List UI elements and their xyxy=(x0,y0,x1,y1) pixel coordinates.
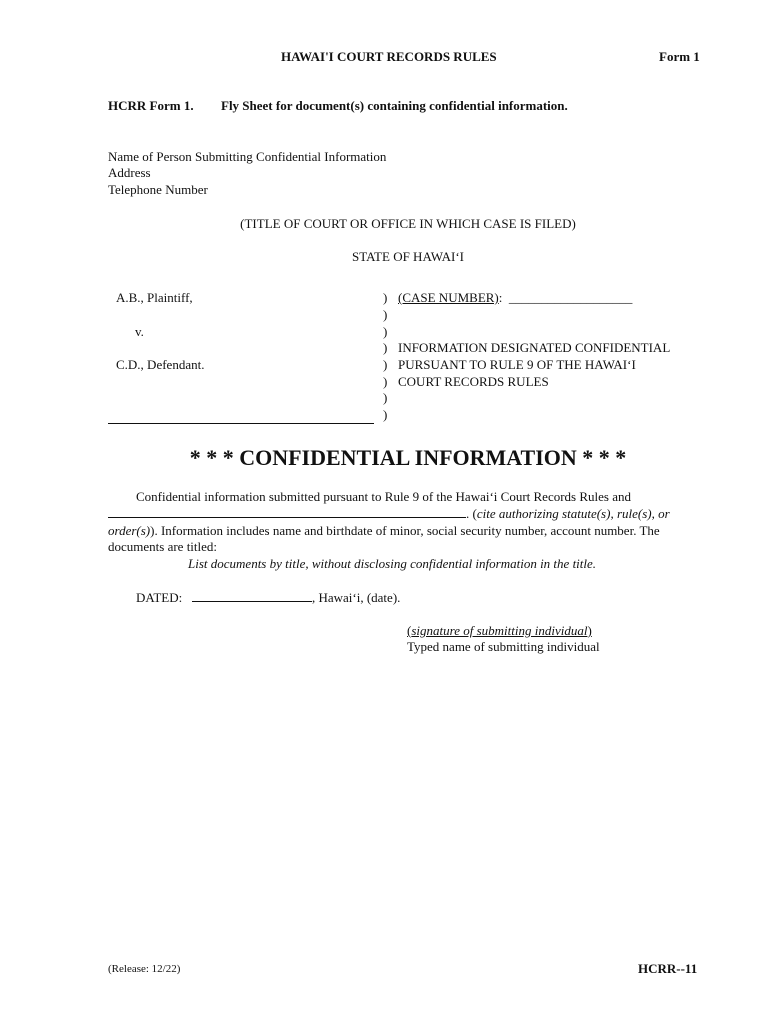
authority-blank-line xyxy=(108,506,466,518)
plaintiff-name: A.B., Plaintiff, xyxy=(116,290,193,305)
caption-paren: ) xyxy=(383,390,388,405)
caption-paren: ) xyxy=(383,374,388,389)
signature-close: ) xyxy=(587,623,592,638)
form-title: Fly Sheet for document(s) containing confidential information. xyxy=(221,98,568,113)
submitter-name: Name of Person Submitting Confidential Information xyxy=(108,149,387,164)
versus-text: v. xyxy=(135,324,144,339)
caption-paren: ) xyxy=(383,407,388,422)
submitter-address: Address xyxy=(108,165,151,180)
designation-line-3: COURT RECORDS RULES xyxy=(398,374,549,389)
signature-line xyxy=(407,623,592,639)
case-number-field xyxy=(398,290,632,306)
dated-label: DATED: xyxy=(136,590,183,605)
court-title: (TITLE OF COURT OR OFFICE IN WHICH CASE IS FILED) xyxy=(240,216,576,231)
rules-title: HAWAI'I COURT RECORDS RULES xyxy=(281,49,497,64)
form-label: Form 1 xyxy=(659,49,700,64)
designation-line-2: PURSUANT TO RULE 9 OF THE HAWAI‘I xyxy=(398,357,636,372)
typed-name: Typed name of submitting individual xyxy=(407,639,600,654)
body-line-1: Confidential information submitted pursuant to Rule 9 of the Hawai‘i Court Records Rules and xyxy=(136,489,631,504)
submitter-telephone: Telephone Number xyxy=(108,182,208,197)
signature-text: signature of submitting individual xyxy=(411,623,588,638)
form-number: HCRR Form 1. xyxy=(108,98,194,113)
body-line-2-italic: cite authorizing statute(s), rule(s), or xyxy=(476,506,670,521)
body-line-2-sep: . ( xyxy=(466,506,477,521)
caption-paren: ) xyxy=(383,357,388,372)
case-number-suffix: : xyxy=(498,290,503,305)
dated-place: , Hawai‘i, (date). xyxy=(311,590,401,605)
body-line-3 xyxy=(108,523,660,539)
date-blank-line xyxy=(192,590,312,602)
caption-paren: ) xyxy=(383,340,388,355)
body-line-2 xyxy=(108,506,670,522)
caption-paren: ) xyxy=(383,290,388,305)
page-id: HCRR--11 xyxy=(638,961,698,976)
court-state: STATE OF HAWAI‘I xyxy=(351,249,465,264)
release-date: (Release: 12/22) xyxy=(108,963,181,975)
case-number-blank: ___________________ xyxy=(508,290,633,305)
dated-line xyxy=(136,590,400,606)
designation-line-1: INFORMATION DESIGNATED CONFIDENTIAL xyxy=(398,340,671,355)
case-number-label: (CASE NUMBER) xyxy=(398,290,499,305)
confidential-banner: * * * CONFIDENTIAL INFORMATION * * * xyxy=(189,445,627,470)
body-line-3-italic: order(s) xyxy=(108,523,151,538)
body-line-4: documents are titled: xyxy=(108,539,218,554)
defendant-name: C.D., Defendant. xyxy=(116,357,205,372)
signature-open: ( xyxy=(407,623,412,638)
caption-paren: ) xyxy=(383,324,388,339)
caption-underline xyxy=(108,423,374,424)
body-line-3-rest: ). Information includes name and birthdate of minor, social security number, account number. The xyxy=(150,523,660,538)
list-instruction: List documents by title, without disclosing confidential information in the title. xyxy=(188,556,597,571)
caption-paren: ) xyxy=(383,307,388,322)
